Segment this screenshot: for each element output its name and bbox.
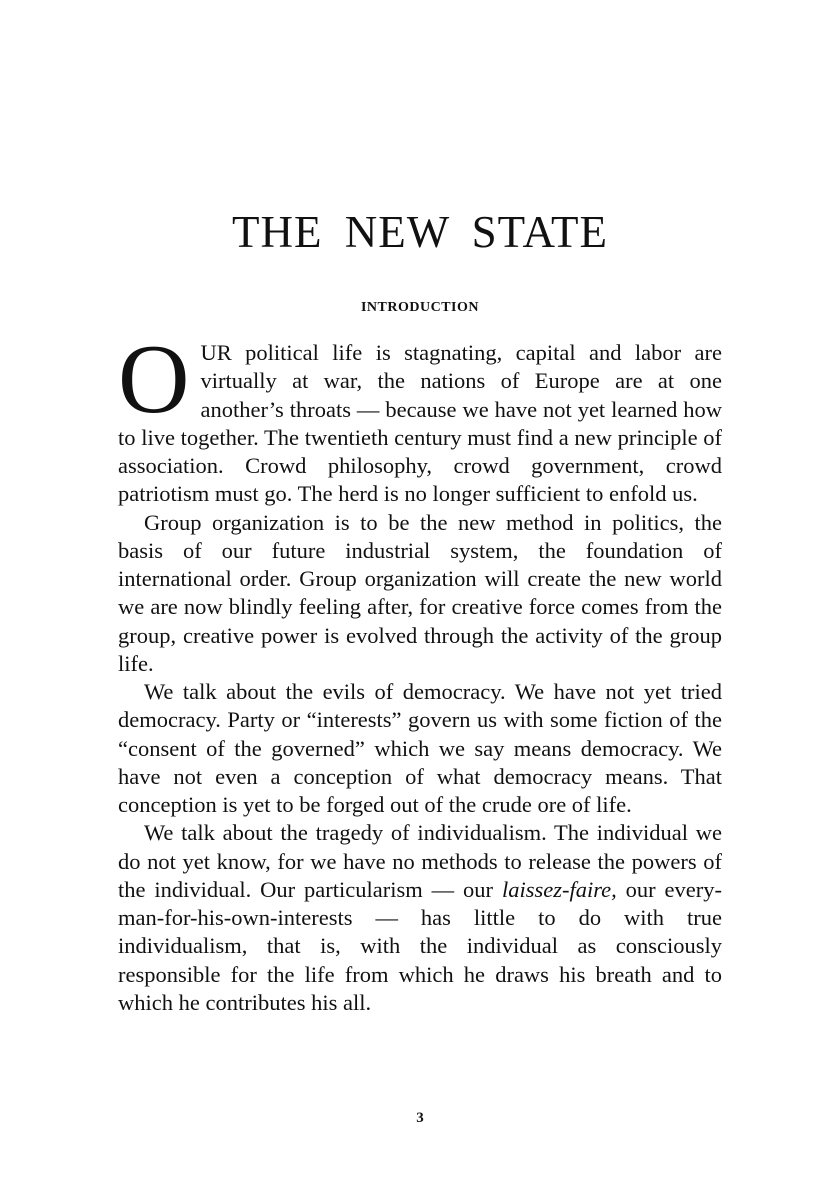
paragraph-2: Group organization is to be the new method in politics, the basis of our future industrial system, the foundation of international order. Group organization will create the new world we are now blindly feeling after, for creative force comes from the group, creative power is evolved through the activity of the group life.: [118, 509, 722, 676]
chapter-title: THE NEW STATE: [231, 207, 608, 257]
section-heading: INTRODUCTION: [360, 300, 479, 315]
paragraph-4-text-end: our every-man-for-his-own-interests — has little to do with true individualism, that is, with the individual as consciously responsible for the life from which he draws his breath and to which he contributes his all.: [118, 876, 723, 1015]
paragraph-1: [118, 325, 722, 509]
body-text: [118, 325, 723, 1017]
paragraph-4-text-start: We talk about the tragedy of individualism. The individual we do not yet know, for we have no methods to release the powers of the individual. Our particularism — our: [118, 820, 722, 902]
paragraph-1-text: UR political life is stagnating, capital and labor are virtually at war, the nations of Europe are at one another’s throats — because we have not yet learned how to live together. The twentieth century must find a new principle of association. Crowd philosophy, crowd government, crowd patriotism must go. The herd is no longer sufficient to enfold us.: [118, 340, 722, 507]
paragraph-3: We talk about the evils of democracy. We have not yet tried democracy. Party or “interests” govern us with some fiction of the “consent of the governed” which we say means democracy. We have not even a conception of what democracy means. That conception is yet to be forged out of the crude ore of life.: [118, 679, 722, 817]
paragraph-4: [118, 819, 722, 1017]
page-number: 3: [416, 1110, 424, 1126]
italic-term: laissez-faire,: [501, 876, 617, 902]
drop-cap: O: [118, 325, 190, 434]
